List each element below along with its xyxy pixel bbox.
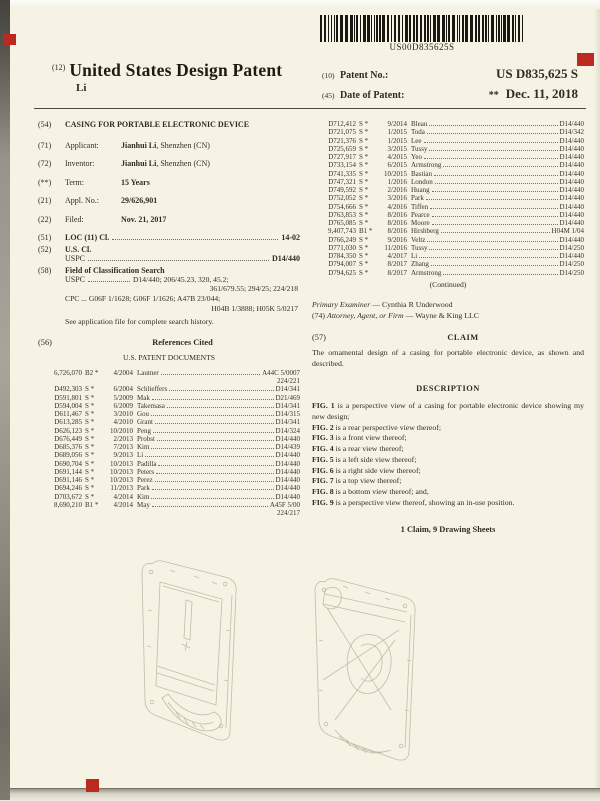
dot-leader	[112, 239, 278, 240]
barcode-text: US00D835625S	[389, 42, 455, 52]
reference-entry: D754,666 S * 4/2016 Tiffen D14/440	[328, 202, 584, 211]
reference-entry: D712,412 S * 9/2014 Bleau D14/440	[328, 120, 584, 128]
uspc-label: USPC	[65, 254, 86, 264]
references-left-list	[38, 369, 300, 518]
focs-uspc-values: D14/440; 206/45.23, 320, 45.2;	[133, 275, 229, 285]
claim-heading-row	[312, 333, 584, 342]
reference-entry: 6,726,070 B2 * 4/2004 Lautner A44C 5/0007 224/221	[54, 368, 300, 386]
date-field-number: (45)	[322, 91, 335, 100]
figure-description: FIG. 3 is a front view thereof;	[312, 433, 407, 443]
kind-code-number: (12)	[52, 63, 66, 72]
primary-examiner-label: Primary Examiner	[312, 299, 371, 309]
barcode-bars	[272, 15, 572, 42]
attorney-label: Attorney, Agent, or Firm	[326, 311, 404, 321]
figure-2-rear-perspective-drawing	[295, 560, 445, 785]
patent-number-block	[322, 66, 578, 106]
field-number-74: (74)	[312, 311, 325, 321]
reference-entry: D690,704 S * 10/2013 Padilla D14/440	[54, 459, 300, 468]
right-column	[312, 120, 584, 534]
dot-leader	[88, 281, 130, 282]
us-cl-label: U.S. Cl.	[65, 245, 92, 255]
reference-entry: D752,052 S * 3/2016 Park D14/440	[328, 194, 584, 203]
invention-title: CASING FOR PORTABLE ELECTRONIC DEVICE	[65, 120, 250, 129]
dot-leader	[88, 260, 269, 261]
reference-entry: D703,672 S * 4/2014 Kim D14/440	[54, 492, 300, 501]
red-mark-top-left	[3, 34, 16, 45]
reference-entry: D594,004 S * 6/2009 Takemasa D14/341	[54, 401, 300, 410]
references-cited-title: References Cited	[152, 337, 213, 347]
focs-uspc-wrap: 361/679.55; 294/25; 224/218	[209, 284, 298, 294]
term-stars: **	[488, 90, 499, 101]
references-right-list	[312, 120, 584, 277]
reference-entry: D611,467 S * 3/2010 Gou D14/315	[54, 410, 300, 419]
figure-description: FIG. 1 is a perspective view of a casing for portable electronic device showing my new design;	[312, 401, 584, 421]
inventor-surname: Li	[76, 82, 87, 94]
attorney-line	[312, 310, 584, 321]
left-column	[38, 120, 300, 517]
loc-value: 14-02	[281, 233, 300, 243]
header-divider	[34, 108, 586, 109]
figure-description: FIG. 2 is a rear perspective view thereof;	[312, 422, 442, 432]
reference-entry: D721,376 S * 1/2015 Lee D14/440	[328, 136, 584, 145]
bib-rows	[38, 141, 300, 225]
figure-description: FIG. 7 is a top view thereof;	[312, 476, 402, 486]
reference-entry: 8,690,210 B1 * 4/2014 May A45F 5/00 224/217	[54, 500, 300, 518]
field-number-58: (58)	[38, 266, 52, 276]
patent-no-label: Patent No.:	[340, 70, 389, 81]
field-number-52: (52)	[38, 245, 52, 255]
figure-description: FIG. 5 is a left side view thereof;	[312, 454, 417, 464]
continued-label: (Continued)	[429, 279, 467, 289]
reference-entry: D492,303 S * 6/2004 Schlieffers D14/341	[54, 385, 300, 394]
us-cl-row	[38, 245, 300, 254]
reference-entry: D691,144 S * 10/2013 Peters D14/440	[54, 467, 300, 476]
field-of-search-row	[38, 266, 300, 275]
field-number-51: (51)	[38, 233, 52, 243]
reference-entry: D613,285 S * 4/2010 Grant D14/341	[54, 418, 300, 427]
reference-entry: D794,625 S * 8/2017 Armstrong D14/250	[328, 268, 584, 277]
reference-entry: D733,154 S * 6/2015 Armstrong D14/440	[328, 161, 584, 170]
primary-examiner-value: Cynthia R Underwood	[381, 299, 453, 309]
reference-entry: D784,350 S * 4/2017 Li D14/440	[328, 252, 584, 260]
dash: —	[370, 299, 382, 309]
field-number-57: (57)	[312, 333, 326, 343]
reference-entry: 9,407,743 B1 * 8/2016 Hirshberg H04M 1/04	[328, 227, 584, 236]
invention-title-row	[38, 120, 300, 131]
loc-class-row	[38, 233, 300, 242]
focs-uspc-label: USPC	[65, 275, 86, 285]
focs-uspc-row	[65, 275, 300, 284]
focs-cpc-line: CPC ... G06F 1/1628; G06F 1/1626; A47B 23/044;	[65, 294, 221, 304]
primary-examiner-line	[312, 299, 584, 310]
bib-row: (72) Inventor: Jianhui Li, Shenzhen (CN)	[38, 159, 210, 169]
figure-description-list	[312, 401, 584, 509]
reference-entry: D694,246 S * 11/2013 Park D14/440	[54, 484, 300, 493]
bib-row: (22) Filed: Nov. 21, 2017	[38, 214, 167, 224]
attorney-value: Wayne & King LLC	[415, 311, 479, 321]
date-value	[432, 86, 578, 102]
reference-entry: D763,853 S * 8/2016 Pearce D14/440	[328, 210, 584, 219]
reference-entry: D685,376 S * 7/2013 Kim D14/439	[54, 443, 300, 452]
reference-entry: D765,085 S * 8/2016 Moore D14/440	[328, 219, 584, 227]
document-title-block	[52, 60, 332, 94]
scan-edge-right	[594, 0, 600, 800]
reference-entry: D691,146 S * 10/2013 Perez D14/440	[54, 476, 300, 485]
uspc-row	[65, 254, 300, 263]
field-number-54: (54)	[38, 120, 52, 129]
figure-description: FIG. 4 is a rear view thereof;	[312, 444, 404, 454]
figure-description: FIG. 6 is a right side view thereof;	[312, 465, 421, 475]
reference-entry: D727,917 S * 4/2015 Yeo D14/440	[328, 153, 584, 161]
loc-label: LOC (11) Cl.	[65, 233, 110, 243]
date-label: Date of Patent:	[340, 90, 405, 101]
claim-text: The ornamental design of a casing for portable electronic device, as shown and described.	[312, 348, 584, 369]
references-cited-heading	[38, 338, 300, 347]
reference-entry: D689,056 S * 9/2013 Li D14/440	[54, 451, 300, 460]
reference-entry: D591,801 S * 5/2009 Mak D21/469	[54, 393, 300, 402]
figure-description: FIG. 9 is a perspective view thereof, showing an in-use position.	[312, 497, 515, 507]
dash: —	[403, 311, 416, 321]
focs-cpc-wrap: H04B 1/3888; H05K 5/0217	[211, 304, 298, 314]
claims-sheets-note: 1 Claim, 9 Drawing Sheets	[400, 524, 496, 534]
scan-edge-left	[0, 0, 10, 800]
reference-entry: D766,249 S * 9/2016 Veltz D14/440	[328, 235, 584, 244]
us-patent-documents-heading: U.S. PATENT DOCUMENTS	[123, 352, 215, 362]
document-title: United States Design Patent	[69, 60, 283, 80]
patent-no-field-number: (10)	[322, 71, 335, 80]
reference-entry: D725,659 S * 3/2015 Tussy D14/440	[328, 144, 584, 153]
description-heading: DESCRIPTION	[416, 384, 480, 394]
reference-entry: D676,449 S * 2/2013 Probst D14/440	[54, 434, 300, 443]
field-number-56: (56)	[38, 337, 52, 347]
reference-entry: D741,335 S * 10/2015 Bastian D14/440	[328, 169, 584, 178]
reference-entry: D749,592 S * 2/2016 Huang D14/440	[328, 186, 584, 194]
red-mark-right	[577, 53, 594, 66]
claim-heading: CLAIM	[447, 333, 479, 343]
search-history-note: See application file for complete search history.	[65, 316, 214, 326]
figure-description: FIG. 8 is a bottom view thereof; and,	[312, 487, 429, 497]
figure-1-perspective-drawing	[118, 550, 268, 775]
reference-entry: D721,075 S * 1/2015 Toda D14/342	[328, 128, 584, 137]
scan-edge-top	[0, 0, 600, 9]
red-mark-bottom	[86, 779, 99, 792]
reference-entry: D771,030 S * 11/2016 Tussy D14/250	[328, 243, 584, 252]
reference-entry: D626,123 S * 10/2010 Peng D14/324	[54, 426, 300, 435]
uspc-value: D14/440	[272, 254, 300, 264]
bib-row: (**) Term: 15 Years	[38, 177, 150, 187]
bib-row: (71) Applicant: Jianhui Li, Shenzhen (CN)	[38, 140, 210, 150]
bib-row: (21) Appl. No.: 29/626,901	[38, 196, 158, 206]
barcode	[272, 15, 572, 53]
date-text: Dec. 11, 2018	[505, 86, 578, 101]
patent-no-value: US D835,625 S	[496, 66, 578, 81]
reference-entry: D794,007 S * 8/2017 Zhang D14/250	[328, 260, 584, 269]
field-of-search-label: Field of Classification Search	[65, 266, 165, 276]
reference-entry: D747,321 S * 1/2016 London D14/440	[328, 177, 584, 186]
